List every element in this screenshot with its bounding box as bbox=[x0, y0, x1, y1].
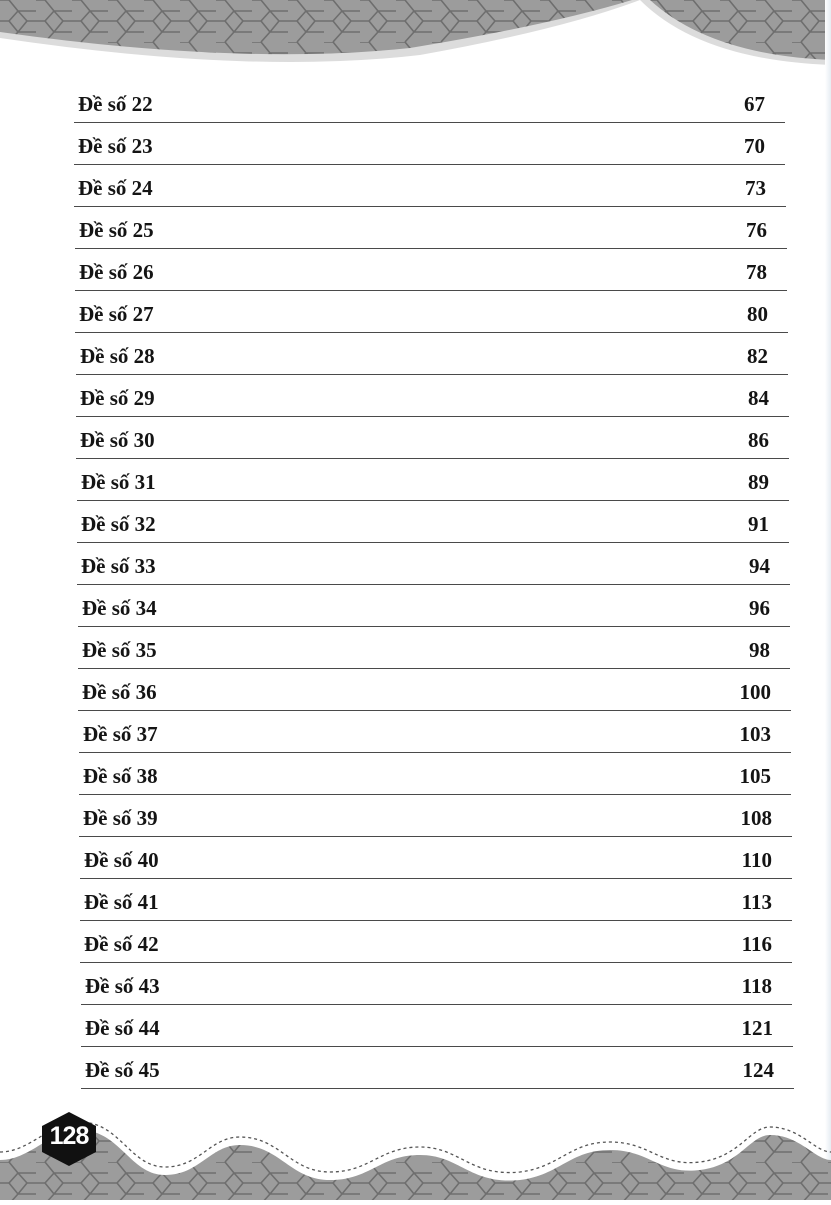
toc-entry-title: Đề số 27 bbox=[79, 302, 154, 326]
toc-entry bbox=[75, 304, 788, 333]
page-edge-shadow bbox=[825, 0, 831, 1200]
toc-entry bbox=[74, 178, 786, 207]
toc-entry bbox=[81, 1018, 793, 1047]
footer-wave-band bbox=[0, 1120, 831, 1200]
toc-entry bbox=[81, 1060, 794, 1089]
toc-entry-title: Đề số 38 bbox=[83, 764, 158, 788]
toc-entry bbox=[75, 262, 787, 291]
toc-entry bbox=[77, 514, 789, 543]
toc-entry-title: Đề số 25 bbox=[79, 218, 154, 242]
toc-entry-page: 84 bbox=[748, 386, 769, 410]
toc-entry-title: Đề số 40 bbox=[84, 848, 159, 872]
toc-entry-page: 80 bbox=[747, 302, 768, 326]
toc-entry bbox=[81, 976, 792, 1005]
toc-entry-page: 110 bbox=[741, 848, 772, 872]
toc-entry-page: 91 bbox=[748, 512, 769, 536]
toc-entry bbox=[79, 724, 791, 753]
toc-entry-title: Đề số 33 bbox=[81, 554, 156, 578]
toc-entry-page: 108 bbox=[740, 806, 772, 830]
toc-entry-title: Đề số 34 bbox=[82, 596, 157, 620]
toc-entry-page: 82 bbox=[747, 344, 768, 368]
toc-entry bbox=[78, 682, 791, 711]
toc-entry-page: 76 bbox=[746, 218, 767, 242]
toc-entry-title: Đề số 22 bbox=[78, 92, 153, 116]
toc-entry bbox=[76, 346, 788, 375]
toc-entry bbox=[79, 808, 792, 837]
toc-entry-page: 98 bbox=[749, 638, 770, 662]
toc-entry-title: Đề số 41 bbox=[84, 890, 159, 914]
toc-entry bbox=[80, 892, 792, 921]
toc-entry-page: 73 bbox=[745, 176, 766, 200]
toc-entry bbox=[76, 430, 789, 459]
toc-entry bbox=[80, 934, 792, 963]
toc-entry-page: 78 bbox=[746, 260, 767, 284]
page-number-badge bbox=[38, 1112, 100, 1166]
toc-entry-title: Đề số 39 bbox=[83, 806, 158, 830]
toc-entry-page: 124 bbox=[742, 1058, 774, 1082]
toc-entry-page: 121 bbox=[741, 1016, 773, 1040]
toc-entry bbox=[74, 94, 785, 123]
wave-hexagon-pattern-icon bbox=[0, 1120, 831, 1200]
hexagon-pattern-icon bbox=[0, 0, 831, 75]
page-number: 128 bbox=[49, 1122, 89, 1150]
toc-entry bbox=[78, 640, 790, 669]
toc-entry-page: 96 bbox=[749, 596, 770, 620]
toc-entry-page: 103 bbox=[739, 722, 771, 746]
toc-entry-page: 118 bbox=[741, 974, 772, 998]
toc-entry-title: Đề số 28 bbox=[80, 344, 155, 368]
toc-entry bbox=[77, 472, 789, 501]
toc-entry-title: Đề số 45 bbox=[85, 1058, 160, 1082]
toc-entry bbox=[75, 220, 787, 249]
toc-entry-title: Đề số 31 bbox=[81, 470, 156, 494]
toc-entry-title: Đề số 23 bbox=[78, 134, 153, 158]
toc-entry bbox=[77, 556, 790, 585]
toc-entry-title: Đề số 43 bbox=[85, 974, 160, 998]
toc-entry-page: 100 bbox=[739, 680, 771, 704]
toc-entry-page: 113 bbox=[741, 890, 772, 914]
toc-entry-title: Đề số 24 bbox=[78, 176, 153, 200]
toc-entry-page: 116 bbox=[741, 932, 772, 956]
toc-entry-title: Đề số 36 bbox=[82, 680, 157, 704]
toc-entry-title: Đề số 30 bbox=[80, 428, 155, 452]
toc-entry bbox=[76, 388, 789, 417]
toc-entry-page: 105 bbox=[739, 764, 771, 788]
toc-entry-title: Đề số 26 bbox=[79, 260, 154, 284]
toc-entry-page: 67 bbox=[744, 92, 765, 116]
toc-entry bbox=[79, 766, 791, 795]
toc-entry bbox=[74, 136, 785, 165]
toc-entry bbox=[80, 850, 792, 879]
toc-entry-title: Đề số 44 bbox=[85, 1016, 160, 1040]
toc-entry bbox=[78, 598, 790, 627]
toc-entry-page: 94 bbox=[749, 554, 770, 578]
toc-entry-page: 89 bbox=[748, 470, 769, 494]
toc-entry-title: Đề số 29 bbox=[80, 386, 155, 410]
toc-entry-title: Đề số 35 bbox=[82, 638, 157, 662]
toc-entry-title: Đề số 42 bbox=[84, 932, 159, 956]
toc-entry-title: Đề số 37 bbox=[83, 722, 158, 746]
toc-entry-page: 70 bbox=[744, 134, 765, 158]
toc-entry-page: 86 bbox=[748, 428, 769, 452]
toc-entry-title: Đề số 32 bbox=[81, 512, 156, 536]
header-hexagon-band bbox=[0, 0, 831, 75]
